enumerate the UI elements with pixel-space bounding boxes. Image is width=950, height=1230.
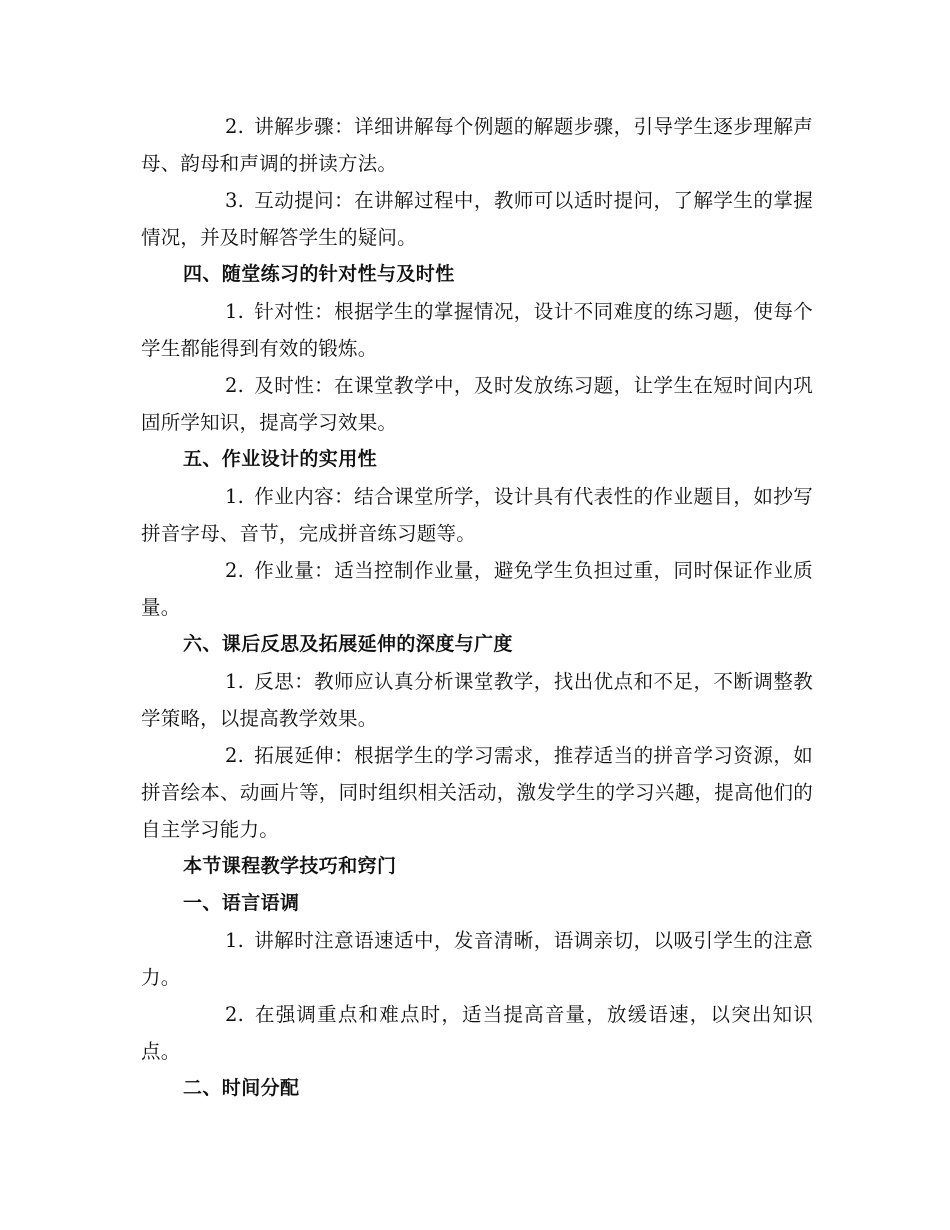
item-number: 2. xyxy=(225,374,245,397)
paragraph-homework-amount xyxy=(141,552,813,626)
item-number: 1. xyxy=(225,485,245,508)
item-number: 3. xyxy=(225,189,245,212)
item-number: 2. xyxy=(225,1003,245,1026)
item-number: 2. xyxy=(225,559,245,582)
section-heading-homework: 五、作业设计的实用性 xyxy=(183,448,378,470)
paragraph-timeliness xyxy=(141,367,813,441)
paragraph-text: 讲解步骤：详细讲解每个例题的解题步骤，引导学生逐步理解声母、韵母和声调的拼读方法。 xyxy=(141,115,813,175)
paragraph-text: 讲解时注意语速适中，发音清晰，语调亲切，以吸引学生的注意力。 xyxy=(141,929,813,989)
paragraph-reflection xyxy=(141,663,813,737)
paragraph-text: 拓展延伸：根据学生的学习需求，推荐适当的拼音学习资源，如拼音绘本、动画片等，同时组织相关活动，激发学生的学习兴趣，提高他们的自主学习能力。 xyxy=(141,744,813,841)
paragraph-text: 反思：教师应认真分析课堂教学，找出优点和不足，不断调整教学策略，以提高教学效果。 xyxy=(141,670,813,730)
item-number: 2. xyxy=(225,744,245,767)
paragraph-text: 针对性：根据学生的掌握情况，设计不同难度的练习题，使每个学生都能得到有效的锻炼。 xyxy=(141,300,813,360)
item-number: 1. xyxy=(225,670,245,693)
paragraph-text: 在强调重点和难点时，适当提高音量，放缓语速，以突出知识点。 xyxy=(141,1003,813,1063)
paragraph-explain-steps xyxy=(141,108,813,182)
section-heading-time-allocation: 二、时间分配 xyxy=(183,1077,300,1099)
section-heading-teaching-tips: 本节课程教学技巧和窍门 xyxy=(183,855,397,877)
paragraph-text: 互动提问：在讲解过程中，教师可以适时提问，了解学生的掌握情况，并及时解答学生的疑问。 xyxy=(141,189,813,249)
item-number: 1. xyxy=(225,929,245,952)
document-body xyxy=(141,108,813,1107)
paragraph-text: 作业内容：结合课堂所学，设计具有代表性的作业题目，如抄写拼音字母、音节，完成拼音练习题等。 xyxy=(141,485,813,545)
paragraph-speech-rate xyxy=(141,922,813,996)
paragraph-text: 及时性：在课堂教学中，及时发放练习题，让学生在短时间内巩固所学知识，提高学习效果。 xyxy=(141,374,813,434)
paragraph-homework-content xyxy=(141,478,813,552)
section-heading-practice: 四、随堂练习的针对性与及时性 xyxy=(183,263,455,285)
paragraph-targeting xyxy=(141,293,813,367)
item-number: 2. xyxy=(225,115,245,138)
section-heading-reflection: 六、课后反思及拓展延伸的深度与广度 xyxy=(183,633,513,655)
item-number: 1. xyxy=(225,300,245,323)
paragraph-emphasis xyxy=(141,996,813,1070)
paragraph-interactive-questions xyxy=(141,182,813,256)
paragraph-text: 作业量：适当控制作业量，避免学生负担过重，同时保证作业质量。 xyxy=(141,559,813,619)
paragraph-extension xyxy=(141,737,813,848)
section-heading-language-tone: 一、语言语调 xyxy=(183,892,300,914)
